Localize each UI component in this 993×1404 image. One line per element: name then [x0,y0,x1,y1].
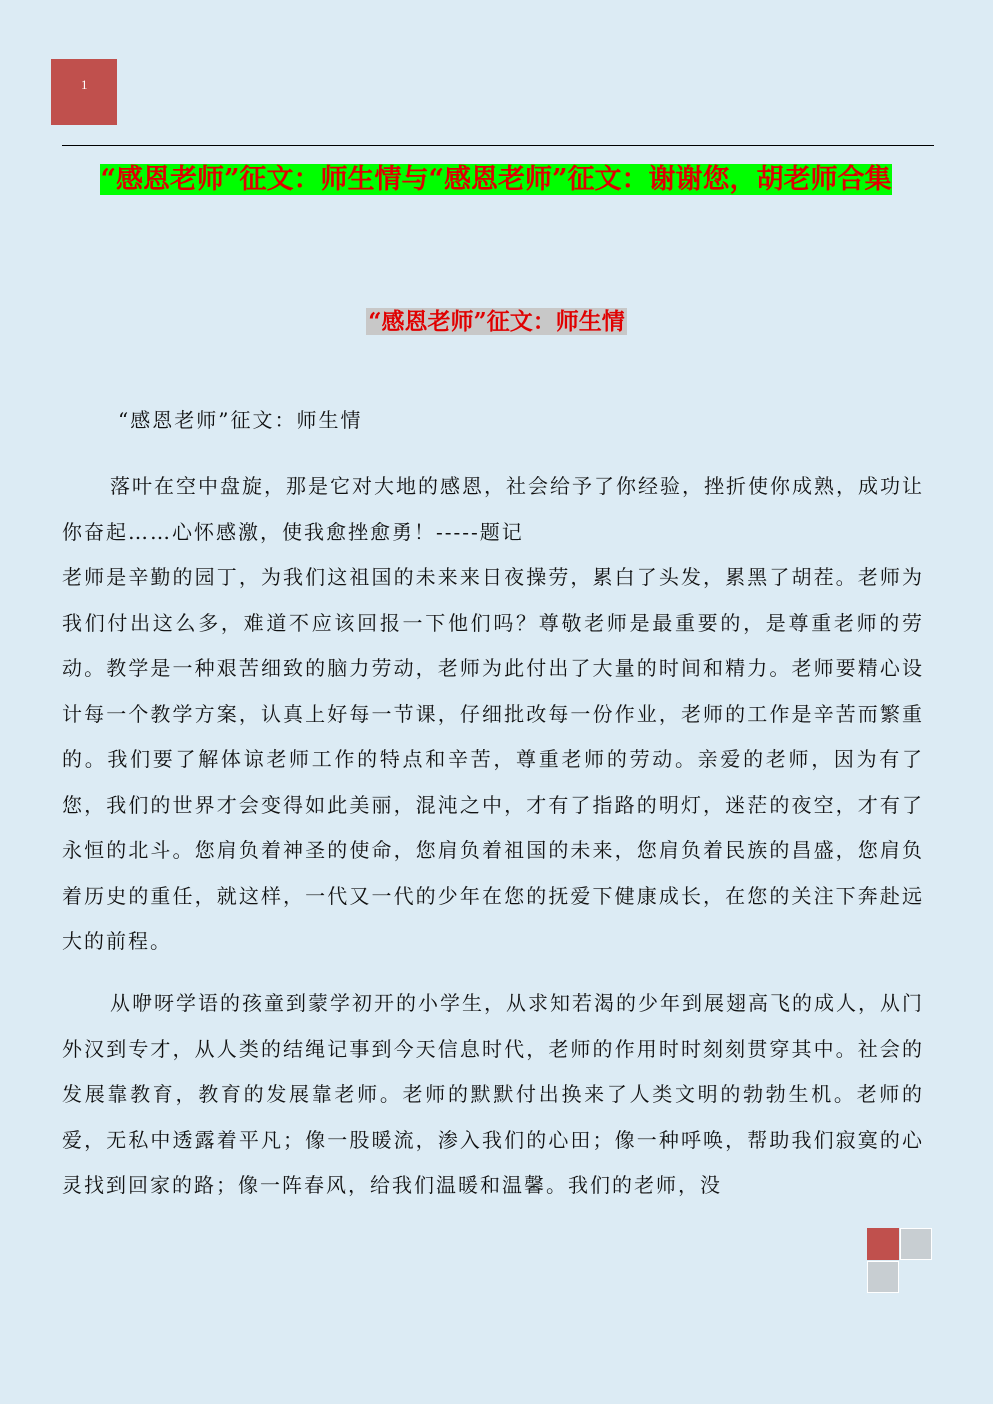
paragraph-2: 老师是辛勤的园丁，为我们这祖国的未来来日夜操劳，累白了头发，累黑了胡茬。老师为我们付出这么多，难道不应该回报一下他们吗？尊敬老师是最重要的，是尊重老师的劳动。教学是一种艰苦细致的脑力劳动，老师为此付出了大量的时间和精力。老师要精心设计每一个教学方案，认真上好每一节课，仔细批改每一份作业，老师的工作是辛苦而繁重的。我们要了解体谅老师工作的特点和辛苦，尊重老师的劳动。亲爱的老师，因为有了您，我们的世界才会变得如此美丽，混沌之中，才有了指路的明灯，迷茫的夜空，才有了永恒的北斗。您肩负着神圣的使命，您肩负着祖国的未来，您肩负着民族的昌盛，您肩负着历史的重任，就这样，一代又一代的少年在您的抚爱下健康成长，在您的关注下奔赴远大的前程。 [62,565,924,953]
section-heading-line: “感恩老师”征文：师生情 [118,408,363,432]
page-number: 1 [81,77,88,92]
paragraph-1: 落叶在空中盘旋，那是它对大地的感恩，社会给予了你经验，挫折使你成熟，成功让你奋起……心怀感激，使我愈挫愈勇！-----题记 [62,474,924,544]
header-rule [62,145,934,146]
document-title-text: “感恩老师”征文：师生情与“感恩老师”征文：谢谢您，胡老师合集 [100,164,892,195]
corner-decoration-red [867,1228,899,1260]
document-title [62,162,930,198]
section-title-text: “感恩老师”征文：师生情 [368,308,625,335]
body-block-1 [62,464,924,965]
section-title [0,305,993,339]
paragraph-3: 从咿呀学语的孩童到蒙学初开的小学生，从求知若渴的少年到展翅高飞的成人，从门外汉到专才，从人类的结绳记事到今天信息时代，老师的作用时时刻刻贯穿其中。社会的发展靠教育，教育的发展靠老师。老师的默默付出换来了人类文明的勃勃生机。老师的爱，无私中透露着平凡；像一股暖流，渗入我们的心田；像一种呼唤，帮助我们寂寞的心灵找到回家的路；像一阵春风，给我们温暖和温馨。我们的老师，没 [62,991,924,1197]
page-number-box [51,59,117,125]
corner-decoration-gray [900,1228,932,1260]
corner-decoration-gray [867,1261,899,1293]
